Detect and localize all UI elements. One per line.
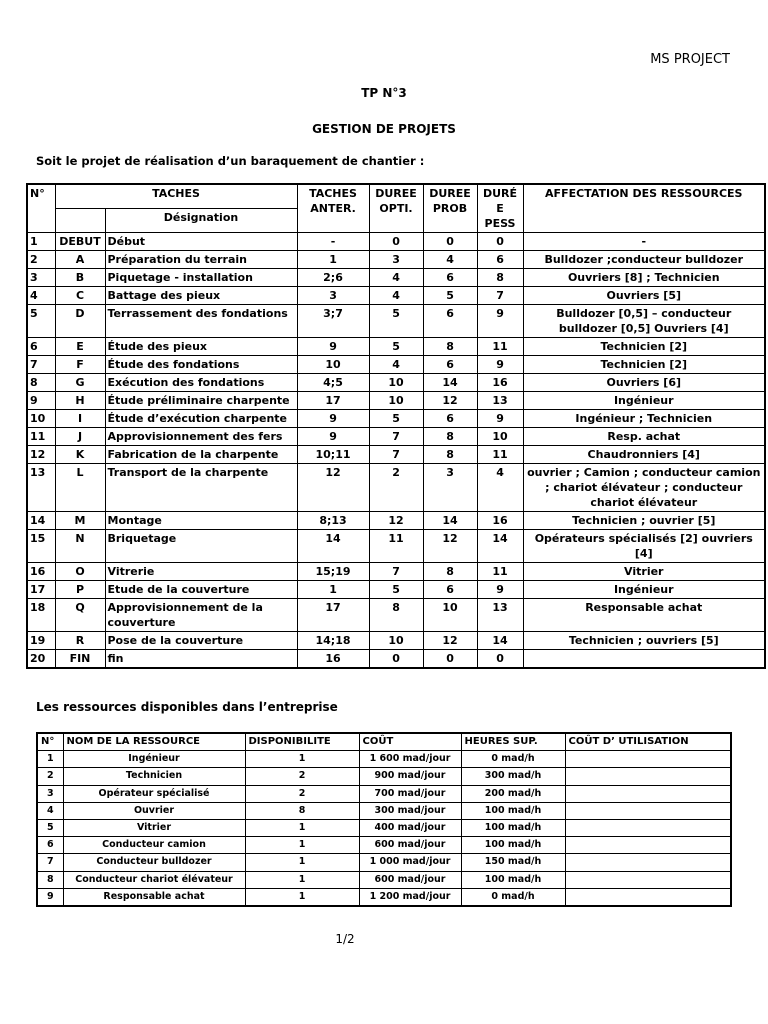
table-row bbox=[37, 802, 731, 819]
cell-prob: 4 bbox=[423, 251, 477, 269]
table-row bbox=[37, 854, 731, 871]
cell-opti: 8 bbox=[369, 599, 423, 632]
cell-num: 9 bbox=[27, 392, 55, 410]
cell-affect bbox=[523, 650, 765, 669]
cell-anter: 10 bbox=[297, 356, 369, 374]
cell-code: L bbox=[55, 464, 105, 512]
table-row bbox=[27, 632, 765, 650]
cell-designation: Battage des pieux bbox=[105, 287, 297, 305]
cell-pess: 11 bbox=[477, 338, 523, 356]
table-row bbox=[37, 785, 731, 802]
rcell-hsup: 100 mad/h bbox=[461, 802, 565, 819]
cell-designation: Approvisionnement des fers bbox=[105, 428, 297, 446]
th-taches: TACHES bbox=[55, 184, 297, 209]
table-row bbox=[27, 650, 765, 669]
cell-code: FIN bbox=[55, 650, 105, 669]
rcell-hsup: 300 mad/h bbox=[461, 768, 565, 785]
cell-affect: Ingénieur bbox=[523, 392, 765, 410]
cell-pess: 14 bbox=[477, 632, 523, 650]
cell-num: 13 bbox=[27, 464, 55, 512]
cell-designation: Approvisionnement de la couverture bbox=[105, 599, 297, 632]
rcell-num: 8 bbox=[37, 871, 63, 888]
cell-code: N bbox=[55, 530, 105, 563]
rcell-name: Vitrier bbox=[63, 819, 245, 836]
resources-table bbox=[36, 732, 732, 907]
cell-code: DEBUT bbox=[55, 233, 105, 251]
cell-prob: 12 bbox=[423, 530, 477, 563]
cell-opti: 5 bbox=[369, 338, 423, 356]
rcell-hsup: 100 mad/h bbox=[461, 819, 565, 836]
table-row bbox=[27, 305, 765, 338]
cell-anter: 2;6 bbox=[297, 269, 369, 287]
rcell-name: Technicien bbox=[63, 768, 245, 785]
cell-pess: 13 bbox=[477, 392, 523, 410]
cell-code: E bbox=[55, 338, 105, 356]
cell-num: 15 bbox=[27, 530, 55, 563]
cell-affect: Ingénieur ; Technicien bbox=[523, 410, 765, 428]
cell-affect: Technicien [2] bbox=[523, 356, 765, 374]
rcell-hsup: 200 mad/h bbox=[461, 785, 565, 802]
cell-code: B bbox=[55, 269, 105, 287]
cell-anter: 15;19 bbox=[297, 563, 369, 581]
cell-code: F bbox=[55, 356, 105, 374]
cell-num: 14 bbox=[27, 512, 55, 530]
cell-anter: 3 bbox=[297, 287, 369, 305]
cell-opti: 12 bbox=[369, 512, 423, 530]
table-row bbox=[27, 563, 765, 581]
rcell-dispo: 8 bbox=[245, 802, 359, 819]
cell-anter: 9 bbox=[297, 410, 369, 428]
cell-pess: 13 bbox=[477, 599, 523, 632]
rcell-dispo: 1 bbox=[245, 888, 359, 906]
cell-num: 3 bbox=[27, 269, 55, 287]
rth-name: NOM DE LA RESSOURCE bbox=[63, 733, 245, 751]
cell-designation: Étude des pieux bbox=[105, 338, 297, 356]
cell-affect: Technicien ; ouvriers [5] bbox=[523, 632, 765, 650]
table-row bbox=[27, 512, 765, 530]
rcell-hsup: 100 mad/h bbox=[461, 837, 565, 854]
cell-pess: 8 bbox=[477, 269, 523, 287]
header-ms-project: MS PROJECT bbox=[650, 52, 730, 67]
rcell-util bbox=[565, 751, 731, 768]
cell-prob: 0 bbox=[423, 233, 477, 251]
table-row bbox=[27, 269, 765, 287]
cell-pess: 6 bbox=[477, 251, 523, 269]
cell-prob: 8 bbox=[423, 446, 477, 464]
rcell-num: 9 bbox=[37, 888, 63, 906]
cell-prob: 8 bbox=[423, 563, 477, 581]
cell-affect: ouvrier ; Camion ; conducteur camion ; chariot élévateur ; conducteur chariot élévateur bbox=[523, 464, 765, 512]
cell-opti: 0 bbox=[369, 233, 423, 251]
rcell-num: 3 bbox=[37, 785, 63, 802]
table-row bbox=[27, 356, 765, 374]
cell-num: 19 bbox=[27, 632, 55, 650]
cell-num: 20 bbox=[27, 650, 55, 669]
cell-opti: 10 bbox=[369, 374, 423, 392]
table-row bbox=[27, 233, 765, 251]
rcell-util bbox=[565, 871, 731, 888]
rcell-dispo: 1 bbox=[245, 854, 359, 871]
cell-affect: Opérateurs spécialisés [2] ouvriers [4] bbox=[523, 530, 765, 563]
cell-designation: Vitrerie bbox=[105, 563, 297, 581]
rcell-cout: 1 600 mad/jour bbox=[359, 751, 461, 768]
cell-designation: Montage bbox=[105, 512, 297, 530]
cell-designation: Terrassement des fondations bbox=[105, 305, 297, 338]
rcell-dispo: 2 bbox=[245, 768, 359, 785]
cell-designation: Préparation du terrain bbox=[105, 251, 297, 269]
cell-opti: 4 bbox=[369, 356, 423, 374]
table-row bbox=[27, 530, 765, 563]
table-row bbox=[27, 251, 765, 269]
table-row bbox=[37, 751, 731, 768]
rcell-name: Ouvrier bbox=[63, 802, 245, 819]
table-row bbox=[37, 871, 731, 888]
th-prob: DUREE PROB bbox=[423, 184, 477, 233]
cell-pess: 16 bbox=[477, 374, 523, 392]
table-row bbox=[37, 837, 731, 854]
cell-opti: 4 bbox=[369, 287, 423, 305]
rcell-cout: 1 200 mad/jour bbox=[359, 888, 461, 906]
rcell-dispo: 2 bbox=[245, 785, 359, 802]
cell-opti: 7 bbox=[369, 446, 423, 464]
cell-prob: 5 bbox=[423, 287, 477, 305]
cell-affect: Bulldozer ;conducteur bulldozer bbox=[523, 251, 765, 269]
table-row bbox=[37, 768, 731, 785]
cell-code: R bbox=[55, 632, 105, 650]
cell-affect: - bbox=[523, 233, 765, 251]
table-row bbox=[27, 581, 765, 599]
rcell-util bbox=[565, 888, 731, 906]
rcell-dispo: 1 bbox=[245, 871, 359, 888]
cell-affect: Responsable achat bbox=[523, 599, 765, 632]
rcell-util bbox=[565, 802, 731, 819]
rth-hsup: HEURES SUP. bbox=[461, 733, 565, 751]
cell-prob: 6 bbox=[423, 356, 477, 374]
cell-prob: 14 bbox=[423, 512, 477, 530]
cell-pess: 9 bbox=[477, 410, 523, 428]
cell-code: D bbox=[55, 305, 105, 338]
table-row bbox=[27, 338, 765, 356]
cell-prob: 6 bbox=[423, 410, 477, 428]
cell-prob: 10 bbox=[423, 599, 477, 632]
cell-code: I bbox=[55, 410, 105, 428]
cell-opti: 2 bbox=[369, 464, 423, 512]
rcell-util bbox=[565, 785, 731, 802]
cell-anter: 9 bbox=[297, 338, 369, 356]
cell-anter: 3;7 bbox=[297, 305, 369, 338]
cell-num: 5 bbox=[27, 305, 55, 338]
rth-num: N° bbox=[37, 733, 63, 751]
rcell-util bbox=[565, 768, 731, 785]
cell-prob: 3 bbox=[423, 464, 477, 512]
cell-code: H bbox=[55, 392, 105, 410]
tasks-header-row bbox=[27, 184, 765, 209]
cell-anter: 14;18 bbox=[297, 632, 369, 650]
cell-anter: 10;11 bbox=[297, 446, 369, 464]
resources-header-row bbox=[37, 733, 731, 751]
cell-pess: 16 bbox=[477, 512, 523, 530]
rcell-num: 4 bbox=[37, 802, 63, 819]
cell-pess: 9 bbox=[477, 356, 523, 374]
cell-prob: 12 bbox=[423, 632, 477, 650]
rcell-cout: 600 mad/jour bbox=[359, 837, 461, 854]
cell-opti: 0 bbox=[369, 650, 423, 669]
cell-prob: 0 bbox=[423, 650, 477, 669]
cell-anter: - bbox=[297, 233, 369, 251]
rcell-dispo: 1 bbox=[245, 751, 359, 768]
cell-affect: Ouvriers [6] bbox=[523, 374, 765, 392]
cell-opti: 5 bbox=[369, 410, 423, 428]
cell-pess: 9 bbox=[477, 581, 523, 599]
cell-anter: 1 bbox=[297, 581, 369, 599]
cell-designation: Fabrication de la charpente bbox=[105, 446, 297, 464]
cell-num: 2 bbox=[27, 251, 55, 269]
cell-prob: 6 bbox=[423, 269, 477, 287]
cell-opti: 10 bbox=[369, 632, 423, 650]
intro-text: Soit le projet de réalisation d’un baraquement de chantier : bbox=[36, 154, 425, 168]
resources-title: Les ressources disponibles dans l’entreprise bbox=[36, 700, 338, 714]
table-row bbox=[27, 287, 765, 305]
cell-code: P bbox=[55, 581, 105, 599]
rcell-name: Ingénieur bbox=[63, 751, 245, 768]
cell-opti: 5 bbox=[369, 581, 423, 599]
cell-prob: 6 bbox=[423, 305, 477, 338]
cell-opti: 5 bbox=[369, 305, 423, 338]
rcell-cout: 1 000 mad/jour bbox=[359, 854, 461, 871]
cell-prob: 6 bbox=[423, 581, 477, 599]
cell-num: 18 bbox=[27, 599, 55, 632]
table-row bbox=[27, 428, 765, 446]
rcell-cout: 900 mad/jour bbox=[359, 768, 461, 785]
cell-num: 11 bbox=[27, 428, 55, 446]
rcell-num: 2 bbox=[37, 768, 63, 785]
cell-pess: 0 bbox=[477, 650, 523, 669]
cell-designation: Début bbox=[105, 233, 297, 251]
cell-designation: Pose de la couverture bbox=[105, 632, 297, 650]
cell-anter: 14 bbox=[297, 530, 369, 563]
cell-code: C bbox=[55, 287, 105, 305]
rth-cout-util: COÛT D’ UTILISATION bbox=[565, 733, 731, 751]
table-row bbox=[27, 464, 765, 512]
rcell-util bbox=[565, 837, 731, 854]
rcell-cout: 300 mad/jour bbox=[359, 802, 461, 819]
cell-num: 16 bbox=[27, 563, 55, 581]
cell-anter: 1 bbox=[297, 251, 369, 269]
cell-num: 8 bbox=[27, 374, 55, 392]
cell-designation: Étude d’exécution charpente bbox=[105, 410, 297, 428]
cell-anter: 8;13 bbox=[297, 512, 369, 530]
cell-opti: 4 bbox=[369, 269, 423, 287]
cell-opti: 10 bbox=[369, 392, 423, 410]
cell-num: 12 bbox=[27, 446, 55, 464]
cell-anter: 17 bbox=[297, 599, 369, 632]
cell-pess: 4 bbox=[477, 464, 523, 512]
rth-cout: COÛT bbox=[359, 733, 461, 751]
doc-subtitle: GESTION DE PROJETS bbox=[312, 122, 456, 136]
rcell-cout: 700 mad/jour bbox=[359, 785, 461, 802]
rcell-hsup: 100 mad/h bbox=[461, 871, 565, 888]
rcell-num: 7 bbox=[37, 854, 63, 871]
th-anter: TACHES ANTER. bbox=[297, 184, 369, 233]
cell-anter: 16 bbox=[297, 650, 369, 669]
cell-code: K bbox=[55, 446, 105, 464]
cell-affect: Bulldozer [0,5] – conducteur bulldozer [0,5] Ouvriers [4] bbox=[523, 305, 765, 338]
cell-affect: Technicien ; ouvrier [5] bbox=[523, 512, 765, 530]
cell-code: G bbox=[55, 374, 105, 392]
rcell-util bbox=[565, 819, 731, 836]
rcell-util bbox=[565, 854, 731, 871]
cell-anter: 9 bbox=[297, 428, 369, 446]
rcell-cout: 600 mad/jour bbox=[359, 871, 461, 888]
cell-opti: 7 bbox=[369, 428, 423, 446]
th-affect: AFFECTATION DES RESSOURCES bbox=[523, 184, 765, 233]
table-row bbox=[27, 374, 765, 392]
cell-affect: Resp. achat bbox=[523, 428, 765, 446]
cell-num: 10 bbox=[27, 410, 55, 428]
cell-designation: Étude des fondations bbox=[105, 356, 297, 374]
cell-code: A bbox=[55, 251, 105, 269]
page-number: 1/2 bbox=[335, 932, 355, 946]
th-pess: DURÉ E PESS bbox=[477, 184, 523, 233]
table-row bbox=[27, 410, 765, 428]
rcell-dispo: 1 bbox=[245, 819, 359, 836]
rcell-hsup: 0 mad/h bbox=[461, 888, 565, 906]
cell-num: 7 bbox=[27, 356, 55, 374]
table-row bbox=[37, 819, 731, 836]
cell-pess: 11 bbox=[477, 563, 523, 581]
cell-pess: 14 bbox=[477, 530, 523, 563]
cell-pess: 7 bbox=[477, 287, 523, 305]
cell-designation: Exécution des fondations bbox=[105, 374, 297, 392]
rcell-name: Conducteur camion bbox=[63, 837, 245, 854]
rcell-hsup: 150 mad/h bbox=[461, 854, 565, 871]
rcell-name: Conducteur chariot élévateur bbox=[63, 871, 245, 888]
table-row bbox=[37, 888, 731, 906]
rcell-num: 6 bbox=[37, 837, 63, 854]
doc-title: TP N°3 bbox=[361, 86, 407, 100]
cell-designation: Transport de la charpente bbox=[105, 464, 297, 512]
rcell-num: 5 bbox=[37, 819, 63, 836]
table-row bbox=[27, 599, 765, 632]
cell-anter: 4;5 bbox=[297, 374, 369, 392]
rcell-name: Opérateur spécialisé bbox=[63, 785, 245, 802]
cell-anter: 17 bbox=[297, 392, 369, 410]
cell-designation: Étude préliminaire charpente bbox=[105, 392, 297, 410]
cell-designation: Piquetage - installation bbox=[105, 269, 297, 287]
th-code-empty bbox=[55, 209, 105, 233]
rcell-cout: 400 mad/jour bbox=[359, 819, 461, 836]
cell-opti: 11 bbox=[369, 530, 423, 563]
cell-affect: Vitrier bbox=[523, 563, 765, 581]
cell-pess: 9 bbox=[477, 305, 523, 338]
rcell-dispo: 1 bbox=[245, 837, 359, 854]
cell-code: M bbox=[55, 512, 105, 530]
th-opti: DUREE OPTI. bbox=[369, 184, 423, 233]
cell-pess: 10 bbox=[477, 428, 523, 446]
cell-code: O bbox=[55, 563, 105, 581]
cell-affect: Technicien [2] bbox=[523, 338, 765, 356]
cell-num: 4 bbox=[27, 287, 55, 305]
rcell-name: Conducteur bulldozer bbox=[63, 854, 245, 871]
rcell-name: Responsable achat bbox=[63, 888, 245, 906]
cell-num: 17 bbox=[27, 581, 55, 599]
cell-code: J bbox=[55, 428, 105, 446]
cell-designation: fin bbox=[105, 650, 297, 669]
cell-designation: Briquetage bbox=[105, 530, 297, 563]
cell-affect: Ingénieur bbox=[523, 581, 765, 599]
cell-affect: Ouvriers [8] ; Technicien bbox=[523, 269, 765, 287]
cell-prob: 12 bbox=[423, 392, 477, 410]
table-row bbox=[27, 392, 765, 410]
th-designation: Désignation bbox=[105, 209, 297, 233]
rth-dispo: DISPONIBILITE bbox=[245, 733, 359, 751]
cell-affect: Chaudronniers [4] bbox=[523, 446, 765, 464]
cell-prob: 14 bbox=[423, 374, 477, 392]
rcell-hsup: 0 mad/h bbox=[461, 751, 565, 768]
cell-prob: 8 bbox=[423, 338, 477, 356]
tasks-table bbox=[26, 183, 766, 669]
th-num: N° bbox=[27, 184, 55, 233]
cell-prob: 8 bbox=[423, 428, 477, 446]
cell-anter: 12 bbox=[297, 464, 369, 512]
cell-opti: 3 bbox=[369, 251, 423, 269]
cell-num: 6 bbox=[27, 338, 55, 356]
cell-affect: Ouvriers [5] bbox=[523, 287, 765, 305]
cell-pess: 0 bbox=[477, 233, 523, 251]
cell-pess: 11 bbox=[477, 446, 523, 464]
cell-opti: 7 bbox=[369, 563, 423, 581]
table-row bbox=[27, 446, 765, 464]
cell-num: 1 bbox=[27, 233, 55, 251]
rcell-num: 1 bbox=[37, 751, 63, 768]
cell-designation: Etude de la couverture bbox=[105, 581, 297, 599]
cell-code: Q bbox=[55, 599, 105, 632]
